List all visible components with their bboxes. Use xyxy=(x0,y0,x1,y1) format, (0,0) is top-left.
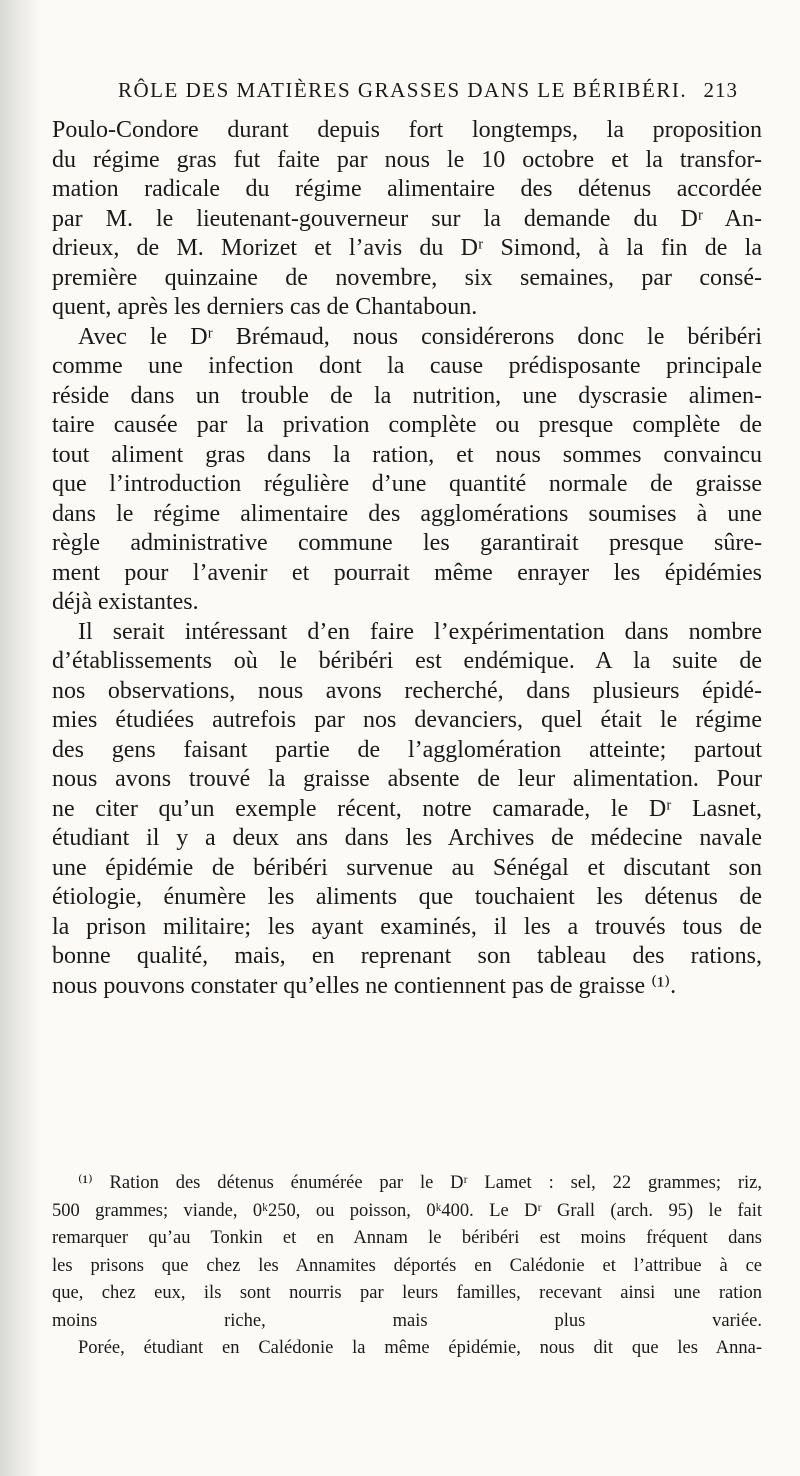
footnote-line: Porée, étudiant en Calédonie la même épidémie, nous dit que les Anna- xyxy=(78,1338,762,1358)
text-line: dans le régime alimentaire des agglomérations soumises à une xyxy=(52,500,762,527)
footnote-line: moins riche, mais plus variée. xyxy=(52,1310,762,1331)
text-line: Avec le Dʳ Brémaud, nous considérerons donc le béribéri xyxy=(78,323,762,350)
text-line: d’établissements où le béribéri est endémique. A la suite de xyxy=(52,648,762,674)
text-line: première quinzaine de novembre, six semaines, par consé- xyxy=(52,264,762,291)
text-line: bonne qualité, mais, en reprenant son tableau des rations, xyxy=(52,943,762,969)
text-line: mies étudiées autrefois par nos devanciers, quel était le régime xyxy=(52,707,762,733)
page-edge-shadow xyxy=(0,0,40,1476)
text-line: Il serait intéressant d’en faire l’expérimentation dans nombre xyxy=(78,618,762,645)
running-head-title: RÔLE DES MATIÈRES GRASSES DANS LE BÉRIBÉRI. xyxy=(118,78,688,102)
text-line: la prison militaire; les ayant examinés, il les a trouvés tous de xyxy=(52,913,762,940)
text-line: drieux, de M. Morizet et l’avis du Dʳ Simond, à la fin de la xyxy=(52,235,762,261)
running-head xyxy=(118,78,738,108)
text-line: tout aliment gras dans la ration, et nous sommes convaincu xyxy=(52,441,762,468)
text-line: étudiant il y a deux ans dans les Archives de médecine navale xyxy=(52,825,762,851)
text-line: une épidémie de béribéri survenue au Sénégal et discutant son xyxy=(52,854,762,881)
footnote-line: 500 grammes; viande, 0ᵏ250, ou poisson, 0ᵏ400. Le Dʳ Grall (arch. 95) le fait xyxy=(52,1200,762,1221)
footnote-line: ⁽¹⁾ Ration des détenus énumérée par le Dʳ Lamet : sel, 22 grammes; riz, xyxy=(78,1173,762,1193)
text-line: par M. le lieutenant-gouverneur sur la demande du Dʳ An- xyxy=(52,205,762,232)
text-line: réside dans un trouble de la nutrition, une dyscrasie alimen- xyxy=(52,382,762,409)
footnote-line: remarquer qu’au Tonkin et en Annam le béribéri est moins fréquent dans xyxy=(52,1228,762,1248)
footnote-line: les prisons que chez les Annamites déportés en Calédonie et l’attribue à ce xyxy=(52,1255,762,1276)
body-text xyxy=(52,116,762,1001)
text-line: mation radicale du régime alimentaire des détenus accordée xyxy=(52,176,762,202)
text-line: du régime gras fut faite par nous le 10 octobre et la transfor- xyxy=(52,146,762,173)
text-line: nous avons trouvé la graisse absente de leur alimentation. Pour xyxy=(52,766,762,792)
text-line: taire causée par la privation complète ou presque complète de xyxy=(52,412,762,438)
text-line: Poulo-Condore durant depuis fort longtemps, la proposition xyxy=(52,117,762,143)
footnote-line: que, chez eux, ils sont nourris par leurs familles, recevant ainsi une ration xyxy=(52,1283,762,1303)
text-line: que l’introduction régulière d’une quantité normale de graisse xyxy=(52,471,762,497)
text-line: nous pouvons constater qu’elles ne contiennent pas de graisse ⁽¹⁾. xyxy=(52,972,677,999)
text-line: règle administrative commune les garantirait presque sûre- xyxy=(52,530,762,556)
text-line: déjà existantes. xyxy=(52,589,199,615)
footnotes xyxy=(52,1170,762,1363)
page-number: 213 xyxy=(703,78,738,102)
text-line: comme une infection dont la cause prédisposante principale xyxy=(52,353,762,379)
text-line: quent, après les derniers cas de Chantaboun. xyxy=(52,294,478,320)
text-line: ment pour l’avenir et pourrait même enrayer les épidémies xyxy=(52,559,762,586)
text-line: étiologie, énumère les aliments que touchaient les détenus de xyxy=(52,884,762,910)
text-line: des gens faisant partie de l’agglomération atteinte; partout xyxy=(52,736,762,763)
text-line: nos observations, nous avons recherché, dans plusieurs épidé- xyxy=(52,677,762,704)
text-line: ne citer qu’un exemple récent, notre camarade, le Dʳ Lasnet, xyxy=(52,795,762,822)
